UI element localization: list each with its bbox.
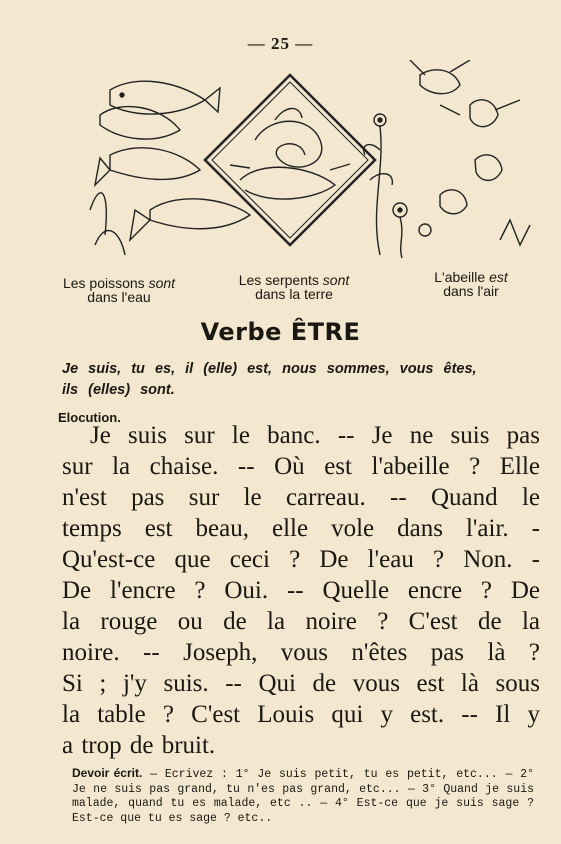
text-line: sur la chaise. -- Où est l'abeille ? Elle xyxy=(62,453,540,480)
text-line: la rouge ou de la noire ? C'est de la xyxy=(62,608,540,635)
lesson-title: Verbe ÊTRE xyxy=(200,318,361,346)
text-line: Qu'est-ce que ceci ? De l'eau ? Non. - xyxy=(62,546,540,573)
text-line: noire. -- Joseph, vous n'êtes pas là ? xyxy=(62,639,540,666)
snake-diamond-drawing xyxy=(205,75,375,245)
illustration-fish-snakes-bees xyxy=(80,60,540,260)
conjugation-line-1: Je suis, tu es, il (elle) est, nous sommes, vous êtes, xyxy=(62,361,477,377)
bees-flowers-drawing xyxy=(364,60,530,258)
written-exercise xyxy=(72,766,534,826)
section-label-elocution: Elocution. xyxy=(58,410,121,425)
text-line: De l'encre ? Oui. -- Quelle encre ? De xyxy=(62,577,540,604)
exercise-text: — Ecrivez : 1° Je suis petit, tu es petit, etc... — 2° Je ne suis pas grand, tu n'es pas grand, etc... — 3° Quand je suis malade, quand tu es malade, etc .. — 4° Est-ce que je suis sage ? Est-ce que tu es sage ? etc.. xyxy=(72,768,534,825)
exercise-label: Devoir écrit. xyxy=(72,766,143,780)
elocution-text xyxy=(62,420,540,761)
text-line: temps est beau, elle vole dans l'air. - xyxy=(62,515,540,542)
text-line: la table ? C'est Louis qui y est. -- Il y xyxy=(62,701,540,728)
text-line: Si ; j'y suis. -- Qui de vous est là sous xyxy=(62,670,540,697)
conjugation-line-2: ils (elles) sont. xyxy=(62,382,175,398)
fish-drawing xyxy=(90,81,250,255)
caption-snakes: Les serpents sont dans la terre xyxy=(238,272,350,302)
caption-bee: L'abeille est dans l'air xyxy=(434,269,508,299)
page-number: — 25 — xyxy=(247,34,314,53)
text-line: a trop de bruit. xyxy=(62,732,216,759)
text-line: Je suis sur le banc. -- Je ne suis pas xyxy=(90,422,540,449)
conjugation xyxy=(62,359,540,401)
caption-fish: Les poissons sont dans l'eau xyxy=(62,275,176,305)
text-line: n'est pas sur le carreau. -- Quand le xyxy=(62,484,540,511)
